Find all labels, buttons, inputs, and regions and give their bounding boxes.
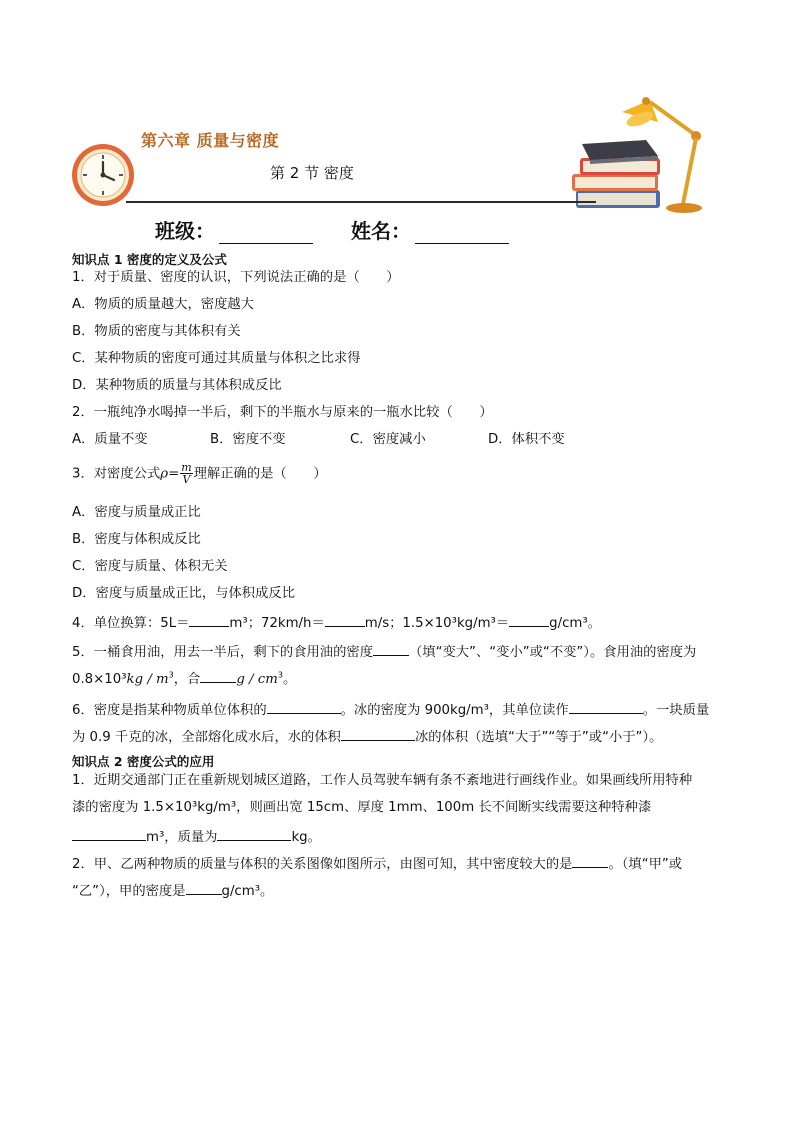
q5-blank-2[interactable] [200, 668, 236, 683]
desk-lamp-books-icon [566, 92, 716, 217]
q6-text-3: 。一块质量 [642, 703, 710, 718]
q1-option-d: D．某种物质的质量与其体积成反比 [72, 378, 282, 393]
header-divider [126, 201, 596, 203]
q4-blank-1[interactable] [189, 612, 229, 627]
q3-stem [72, 462, 327, 485]
q6-line-2 [72, 726, 662, 747]
q1-option-c: C．某种物质的密度可通过其质量与体积之比求得 [72, 351, 361, 366]
q4-blank-3[interactable] [509, 612, 549, 627]
student-info [155, 215, 509, 244]
kp2-q2-text-3: “乙”），甲的密度是 [72, 884, 186, 899]
q5-text-1: 5．一桶食用油，用去一半后，剩下的食用油的密度 [72, 645, 373, 660]
kp2-title: 知识点 2 密度公式的应用 [72, 754, 215, 769]
q1-stem: 1．对于质量、密度的认识，下列说法正确的是（ ） [72, 270, 400, 285]
kp2-q2-blank-1[interactable] [572, 853, 608, 868]
q6-blank-2[interactable] [569, 699, 643, 714]
q3-stem-pre: 3．对密度公式 [72, 466, 161, 482]
name-input[interactable] [415, 223, 509, 244]
kp2-q1-line-3 [72, 826, 321, 847]
q5-text-2: （填“变大”、“变小”或“不变”）。食用油的密度为 [409, 645, 697, 660]
q5-unit-1: kg / m [126, 672, 169, 687]
kp2-q2-text-4: g/cm³。 [221, 884, 274, 899]
q3-option-a: A．密度与质量成正比 [72, 505, 201, 520]
q4-part1: 4．单位换算：5L＝ [72, 616, 190, 631]
kp2-q2-line-1 [72, 853, 682, 874]
density-symbol: ρ= [160, 466, 180, 482]
kp2-q2-text-2: 。（填“甲”或 [608, 857, 683, 872]
kp2-q2-line-2 [72, 880, 273, 901]
kp2-q1-blank-2[interactable] [217, 826, 291, 841]
kp2-q2-blank-2[interactable] [186, 880, 222, 895]
q5-line-1 [72, 641, 696, 662]
q6-text-4: 为 0.9 千克的冰，全部熔化成水后，水的体积 [72, 730, 341, 745]
q2-option-a: A．质量不变 [72, 432, 148, 447]
class-label: 班级： [155, 219, 215, 243]
q2-stem: 2．一瓶纯净水喝掉一半后，剩下的半瓶水与原来的一瓶水比较（ ） [72, 405, 493, 420]
q4-part2: m³；72km/h＝ [229, 616, 325, 631]
q6-text-1: 6．密度是指某种物质单位体积的 [72, 703, 267, 718]
q3-option-c: C．密度与质量、体积无关 [72, 559, 228, 574]
q4-blank-2[interactable] [325, 612, 365, 627]
q2-option-d: D．体积不变 [488, 432, 565, 447]
q5-blank-1[interactable] [373, 641, 409, 656]
q2-options [72, 431, 565, 449]
q3-option-b: B．密度与体积成反比 [72, 532, 201, 547]
q3-stem-post: 理解正确的是（ ） [193, 466, 327, 482]
q5-text-4: 。 [282, 672, 297, 687]
kp2-q1-line-1: 1．近期交通部门正在重新规划城区道路，工作人员驾驶车辆有条不紊地进行画线作业。如果画线所用特种 [72, 773, 693, 788]
kp2-q1-blank-1[interactable] [72, 826, 146, 841]
fraction-denominator: V [182, 473, 191, 486]
q6-blank-3[interactable] [341, 726, 415, 741]
q5-unit-2: g / cm [236, 672, 278, 687]
q4-part3: m/s；1.5×10³kg/m³＝ [364, 616, 510, 631]
kp2-q2-text-1: 2．甲、乙两种物质的质量与体积的关系图像如图所示，由图可知，其中密度较大的是 [72, 857, 573, 872]
q5-text-3: ，合 [173, 672, 201, 687]
alarm-clock-icon [70, 142, 136, 208]
kp2-q1-text-1: m³，质量为 [146, 830, 218, 845]
chapter-title: 第六章 质量与密度 [141, 131, 280, 150]
kp2-q1-line-2: 漆的密度为 1.5×10³kg/m³，则画出宽 15cm、厚度 1mm、100m 长不间断实线需要这种特种漆 [72, 800, 652, 815]
q5-value: 0.8×10³ [72, 672, 127, 687]
fraction-numerator: m [181, 461, 192, 474]
q6-text-2: 。冰的密度为 900kg/m³，其单位读作 [340, 703, 569, 718]
name-label: 姓名： [351, 219, 411, 243]
q2-option-b: B．密度不变 [210, 432, 286, 447]
section-title: 第 2 节 密度 [270, 164, 354, 182]
q6-blank-1[interactable] [267, 699, 341, 714]
q4-part4: g/cm³。 [549, 616, 601, 631]
q2-option-c: C．密度减小 [350, 432, 426, 447]
kp2-q1-text-2: kg。 [291, 830, 321, 845]
q1-option-b: B．物质的密度与其体积有关 [72, 324, 241, 339]
q6-text-5: 冰的体积（选填“大于”“等于”或“小于”）。 [414, 730, 663, 745]
kp1-title: 知识点 1 密度的定义及公式 [72, 252, 227, 267]
q3-option-d: D．密度与质量成正比，与体积成反比 [72, 586, 295, 601]
class-input[interactable] [219, 223, 313, 244]
q4-line [72, 612, 601, 633]
density-fraction [180, 462, 192, 485]
q6-line-1 [72, 699, 709, 720]
q5-line-2: $0.8\times 10^3kg / m^3$，合 g / $cm^3$。 [72, 668, 296, 689]
q1-option-a: A．物质的质量越大，密度越大 [72, 297, 254, 312]
